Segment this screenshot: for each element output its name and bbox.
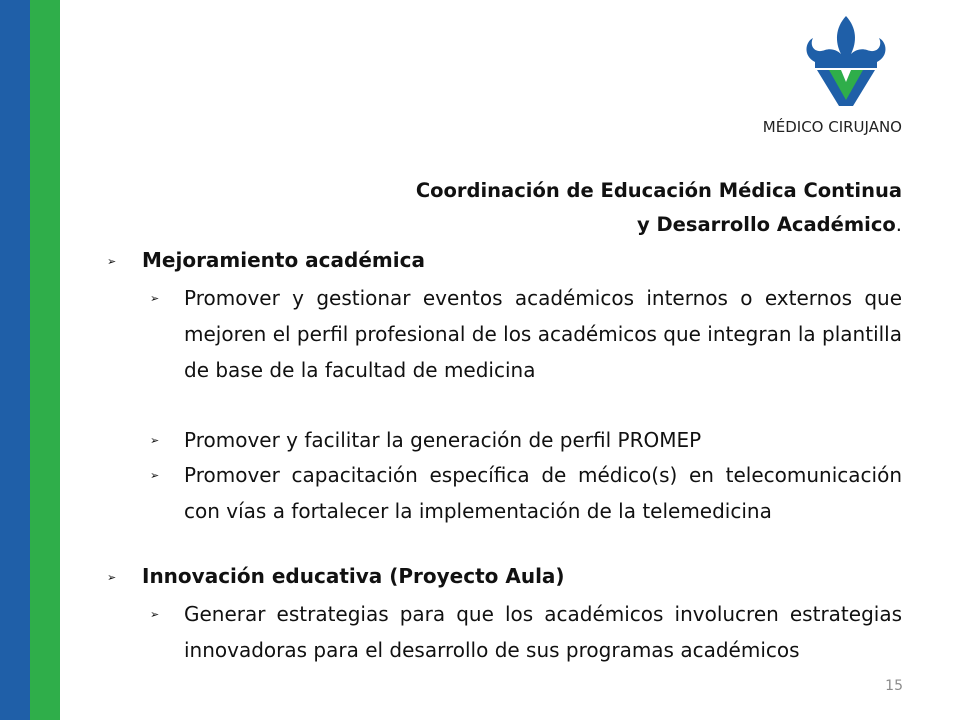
list-item-text: Promover y gestionar eventos académicos internos o externos que mejoren el perfil profesional de los académicos que integran la plantilla de base de la facultad de medicina: [184, 286, 902, 382]
section-title: Innovación educativa (Proyecto Aula): [142, 564, 565, 588]
heading-line2-text: y Desarrollo Académico: [636, 213, 896, 236]
coordination-heading-line2: [637, 213, 902, 236]
university-flor-de-lis-logo: [801, 14, 891, 106]
coordination-heading-line1: Coordinación de Educación Médica Continua: [415, 179, 902, 202]
list-item-text: Promover y facilitar la generación de perfil PROMEP: [184, 428, 702, 452]
list-item: [150, 280, 902, 388]
left-green-bar: [30, 0, 60, 720]
left-blue-bar: [0, 0, 30, 720]
list-item-text: Generar estrategias para que los académicos involucren estrategias innovadoras para el desarrollo de sus programas académicos: [184, 602, 902, 662]
heading-line2-period: .: [895, 213, 902, 236]
list-item-text: Promover capacitación específica de médico(s) en telecomunicación con vías a fortalecer la implementación de la telemedicina: [184, 463, 902, 523]
page-number: 15: [885, 678, 903, 694]
arrowhead-bullet-icon: ➢: [150, 469, 160, 482]
arrowhead-bullet-icon: ➢: [107, 255, 117, 268]
list-item: [150, 457, 902, 529]
program-label: MÉDICO CIRUJANO: [762, 118, 902, 136]
list-item: [150, 422, 902, 458]
arrowhead-bullet-icon: ➢: [150, 292, 160, 305]
arrowhead-bullet-icon: ➢: [150, 608, 160, 621]
arrowhead-bullet-icon: ➢: [150, 434, 160, 447]
section-title: Mejoramiento académica: [142, 248, 425, 272]
arrowhead-bullet-icon: ➢: [107, 571, 117, 584]
list-item: [150, 596, 902, 668]
